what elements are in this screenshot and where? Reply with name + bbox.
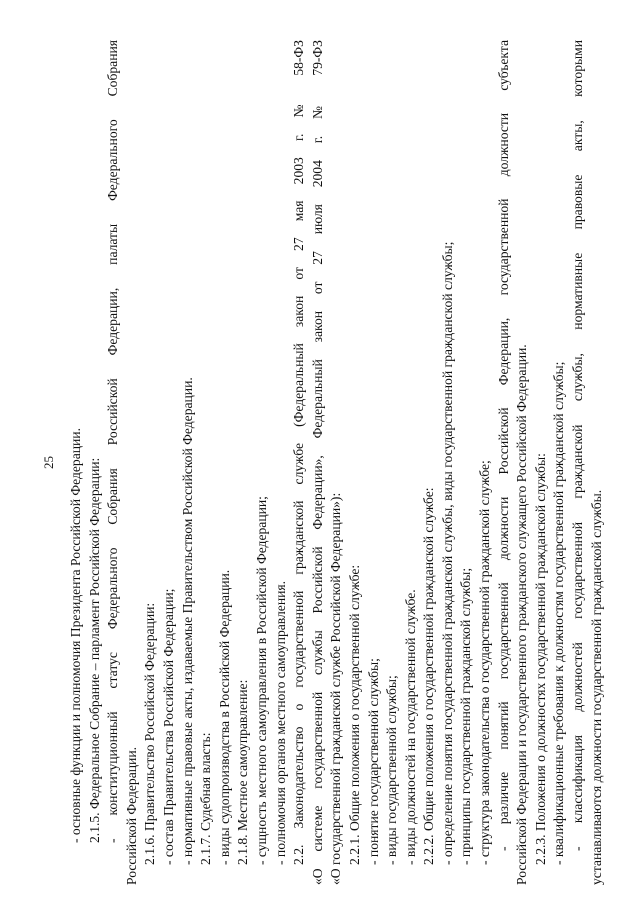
text-line: «О государственной гражданской службе Российской Федерации»):	[328, 492, 344, 885]
text-line: «О системе государственной службы Российской Федерации», Федеральный закон от 27 июля 2004 г. № 79-ФЗ	[309, 40, 325, 885]
text-line: 2.2.1. Общие положения о государственной службе:	[346, 564, 362, 865]
text-line: - виды судопроизводства в Российской Федерации.	[216, 569, 232, 865]
text-line: 2.2.3. Положения о должностях государственной гражданской службы:	[532, 453, 548, 865]
text-line: Российской Федерации.	[123, 747, 139, 885]
text-line: 2.2.2. Общие положения о государственной гражданской службе:	[421, 487, 437, 865]
text-line: - определение понятия государственной гражданской службы, виды государственной гражданской службы;	[439, 241, 455, 865]
text-line: 2.1.7. Судебная власть:	[198, 732, 214, 865]
rotated-text-block	[40, 40, 604, 885]
text-line: - структура законодательства о государственной гражданской службе;	[477, 460, 493, 865]
text-line: - нормативные правовые акты, издаваемые Правительством Российской Федерации.	[179, 377, 195, 865]
text-line: - виды должностей на государственной службе.	[402, 589, 418, 865]
text-line: - принципы государственной гражданской службы;	[458, 567, 474, 865]
text-line: - основные функции и полномочия Президента Российской Федерации.	[68, 428, 83, 843]
text-line: - полномочия органов местного самоуправления.	[272, 580, 288, 865]
text-line: 2.1.6. Правительство Российской Федерации:	[142, 602, 158, 865]
text-line: устанавливаются должности государственной гражданской службы.	[588, 489, 604, 885]
text-line: - конституционный статус Федерального Собрания Российской Федерации, палаты Федерального Собрания	[105, 40, 121, 843]
text-line: 2.2. Законодательство о государственной гражданской службе (Федеральный закон от 27 мая 2003 г. № 58-ФЗ	[291, 40, 307, 865]
text-line: 2.1.5. Федеральное Собрание – парламент Российской Федерации:	[86, 457, 102, 843]
text-line: - состав Правительства Российской Федерации;	[160, 588, 176, 865]
text-line: - виды государственной службы;	[384, 675, 400, 865]
text-line: - квалификационные требования к должностям государственной гражданской службы;	[551, 361, 567, 865]
text-line: - классификация должностей государственной гражданской службы, нормативные правовые акты, которыми	[570, 40, 586, 851]
page-number: 25	[41, 456, 56, 469]
text-line: Российской Федерации и государственного гражданского служащего Российской Федерации.	[514, 344, 530, 885]
text-line: - понятие государственной службы;	[365, 658, 381, 865]
text-line: - сущность местного самоуправления в Российской Федерации;	[253, 496, 269, 865]
text-line: - различие понятий государственной должности Российской Федерации, государственной должности субъекта	[495, 40, 511, 851]
text-line: 2.1.8. Местное самоуправление:	[235, 679, 251, 865]
